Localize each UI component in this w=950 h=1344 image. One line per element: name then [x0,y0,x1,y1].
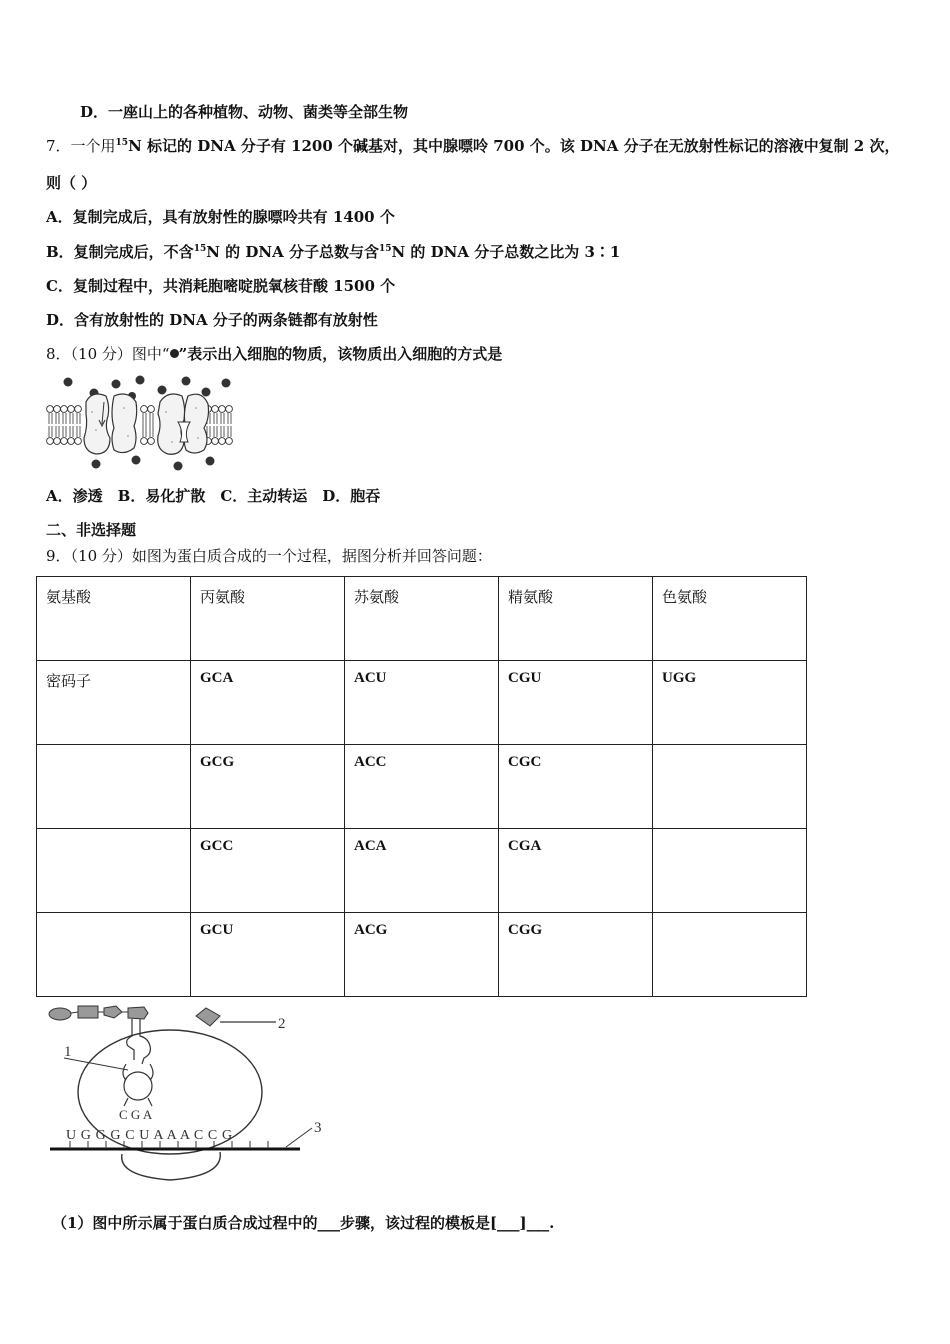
table-row [37,577,807,661]
mrna-sequence: U G G G C U A A A C C G [66,1128,233,1143]
table-cell: 色氨酸 [653,577,807,661]
table-cell: CGC [499,745,653,829]
table-cell: 氨基酸 [37,577,191,661]
table-cell: CGG [499,913,653,997]
anticodon-label: C G A [119,1107,153,1122]
table-cell: CGU [499,661,653,745]
q7-stem [46,136,899,156]
q7-option-b [46,242,620,262]
q7-option-c: C．复制过程中，共消耗胞嘧啶脱氧核苷酸 1500 个 [46,277,396,295]
label-2: 2 [278,1016,286,1032]
label-3: 3 [314,1120,322,1136]
table-cell: UGG [653,661,807,745]
q7-number: 7．一个用 [46,137,116,155]
membrane-figure [44,372,234,474]
q8-stem-b: ”表示出入细胞的物质，该物质出入细胞的方式是 [178,345,503,363]
table-row [37,913,807,997]
section-title: 二、非选择题 [46,521,137,539]
q6-option-d: D．一座山上的各种植物、动物、菌类等全部生物 [80,103,409,121]
table-cell: ACA [345,829,499,913]
q7-stem-cont: 则（ ） [46,174,97,192]
table-cell: GCU [191,913,345,997]
table-cell: GCG [191,745,345,829]
q8-stem-a: 8．（10 分）图中“ [46,345,170,363]
translation-figure [40,1000,340,1190]
table-cell [37,829,191,913]
q7-option-b-3: N 的 DNA 分子总数之比为 3∶1 [391,243,621,261]
q9-stem-text: 9．（10 分）如图为蛋白质合成的一个过程，据图分析并回答问题： [46,547,492,565]
q7-option-b-sup1: 15 [193,244,207,254]
q8-stem [46,344,502,364]
table-cell: ACG [345,913,499,997]
table-cell: CGA [499,829,653,913]
q9-sub1: （1）图中所示属于蛋白质合成过程中的___步骤，该过程的模板是[___]___. [52,1214,555,1232]
label-1: 1 [64,1044,72,1060]
q9-stem [46,546,492,566]
table-cell [37,745,191,829]
table-row [37,745,807,829]
table-cell: ACU [345,661,499,745]
table-cell: GCC [191,829,345,913]
table-row [37,829,807,913]
table-cell: GCA [191,661,345,745]
table-cell: 密码子 [37,661,191,745]
q7-option-a: A．复制完成后，具有放射性的腺嘌呤共有 1400 个 [46,208,395,226]
q7-stem-text: N 标记的 DNA 分子有 1200 个碱基对，其中腺嘌呤 700 个。该 DNA 分子在无放射性标记的溶液中复制 2 次， [128,137,900,155]
table-cell [653,745,807,829]
q8-dot-icon [170,349,179,358]
q7-option-b-sup2: 15 [378,244,392,254]
table-cell [37,913,191,997]
table-cell [653,829,807,913]
q8-options: A．渗透 B．易化扩散 C．主动转运 D．胞吞 [46,487,381,505]
q7-option-b-2: N 的 DNA 分子总数与含 [206,243,379,261]
q7-sup: 15 [115,138,129,148]
q7-option-d: D．含有放射性的 DNA 分子的两条链都有放射性 [46,311,378,329]
table-cell: ACC [345,745,499,829]
table-cell [653,913,807,997]
codon-table [36,576,807,997]
q7-option-b-1: B．复制完成后，不含 [46,243,194,261]
table-cell: 苏氨酸 [345,577,499,661]
table-row [37,661,807,745]
table-cell: 精氨酸 [499,577,653,661]
table-cell: 丙氨酸 [191,577,345,661]
